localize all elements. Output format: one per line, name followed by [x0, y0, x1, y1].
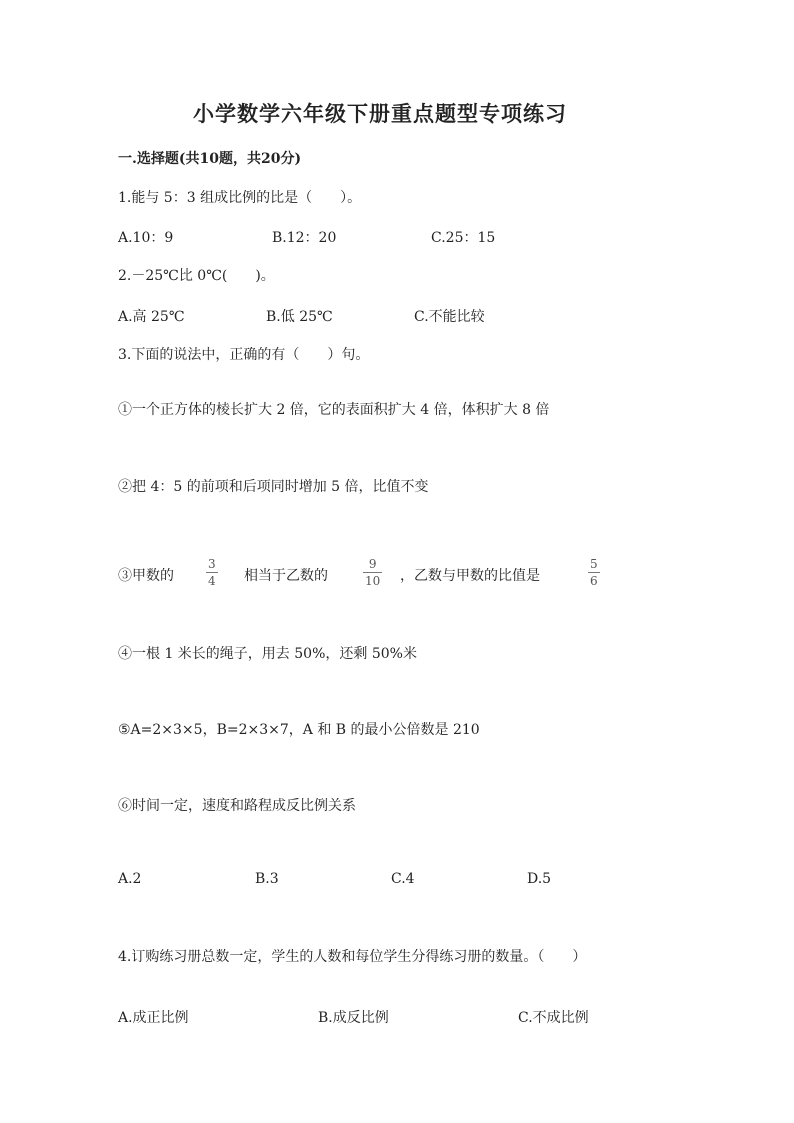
question-4-option-c[interactable]: C.不成比例 [518, 1010, 589, 1026]
question-1-option-a[interactable]: A.10：9 [118, 230, 174, 246]
question-1-option-b[interactable]: B.12：20 [272, 230, 337, 246]
fraction-denominator: 4 [208, 574, 216, 588]
fraction-bar [588, 572, 600, 573]
question-3-stem: 3.下面的说法中，正确的有（ ）句。 [118, 347, 370, 363]
fraction-bar [363, 572, 382, 573]
fraction-3-4 [206, 557, 218, 588]
question-2-option-a[interactable]: A.高 25℃ [118, 309, 185, 325]
question-4-stem: 4.订购练习册总数一定，学生的人数和每位学生分得练习册的数量。（ ） [118, 949, 587, 965]
question-2-option-c[interactable]: C.不能比较 [414, 309, 485, 325]
question-3-statement-3-part2: 相当于乙数的 [244, 568, 328, 584]
question-1-stem: 1.能与 5：3 组成比例的比是（ ）。 [118, 190, 362, 206]
fraction-denominator: 10 [365, 574, 381, 588]
fraction-numerator: 5 [590, 557, 598, 571]
question-4-option-a[interactable]: A.成正比例 [118, 1010, 189, 1026]
fraction-numerator: 3 [208, 557, 216, 571]
page-title: 小学数学六年级下册重点题型专项练习 [193, 101, 567, 126]
question-2-stem: 2.－25℃比 0℃( )。 [118, 268, 275, 284]
question-3-statement-5: ⑤A=2×3×5，B=2×3×7，A 和 B 的最小公倍数是 210 [118, 722, 480, 738]
fraction-9-10 [363, 557, 382, 588]
fraction-bar [206, 572, 218, 573]
question-3-statement-6: ⑥时间一定，速度和路程成反比例关系 [118, 798, 356, 814]
question-3-statement-2: ②把 4：5 的前项和后项同时增加 5 倍，比值不变 [118, 479, 429, 495]
question-3-statement-1: ①一个正方体的棱长扩大 2 倍，它的表面积扩大 4 倍，体积扩大 8 倍 [118, 402, 550, 418]
question-3-option-c[interactable]: C.4 [391, 871, 415, 887]
question-4-option-b[interactable]: B.成反比例 [318, 1010, 389, 1026]
question-3-option-a[interactable]: A.2 [118, 871, 142, 887]
question-3-statement-3-part3: ，乙数与甲数的比值是 [400, 568, 540, 584]
question-3-statement-4: ④一根 1 米长的绳子，用去 50%，还剩 50%米 [118, 646, 417, 662]
section-heading: 一.选择题(共10题，共20分) [118, 151, 302, 167]
fraction-denominator: 6 [590, 574, 598, 588]
fraction-numerator: 9 [368, 557, 377, 571]
question-1-option-c[interactable]: C.25：15 [431, 230, 496, 246]
question-3-option-b[interactable]: B.3 [255, 871, 279, 887]
question-3-statement-3-part1: ③甲数的 [118, 568, 174, 584]
question-3-option-d[interactable]: D.5 [527, 871, 552, 887]
question-2-option-b[interactable]: B.低 25℃ [266, 309, 333, 325]
fraction-5-6 [588, 557, 600, 588]
